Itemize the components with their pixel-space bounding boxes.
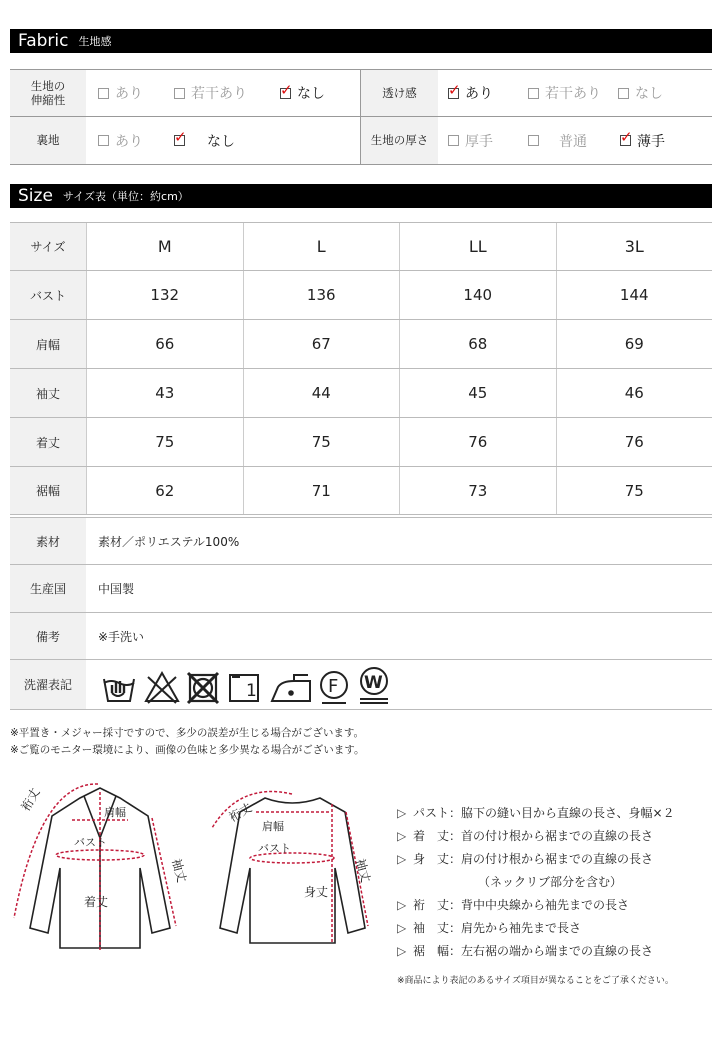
right-bust-label: バスト bbox=[258, 842, 291, 855]
option-label: なし bbox=[297, 86, 325, 102]
table-cell: 69 bbox=[556, 320, 713, 368]
thickness-option-usude[interactable] bbox=[620, 117, 665, 164]
dry-clean-letter: F bbox=[328, 675, 339, 697]
legend-bust bbox=[397, 804, 675, 821]
size-subtitle: サイズ表（単位：約cm） bbox=[62, 190, 189, 203]
table-cell: 46 bbox=[556, 369, 713, 417]
lining-label: 裏地 bbox=[10, 117, 86, 164]
right-sodetake-label: 袖丈 bbox=[353, 857, 373, 884]
legend-text: 着 丈：首の付け根から裾までの直線の長さ bbox=[413, 829, 654, 843]
triangle-right-icon: ▷ bbox=[397, 806, 407, 820]
row-label: 袖丈 bbox=[10, 369, 86, 417]
fabric-subtitle: 生地感 bbox=[78, 35, 112, 48]
left-sodetake-label: 袖丈 bbox=[169, 857, 189, 884]
fabric-title: Fabric bbox=[18, 31, 69, 51]
legend-mitake bbox=[397, 850, 653, 867]
table-cell: 43 bbox=[86, 369, 243, 417]
table-cell: 140 bbox=[399, 271, 556, 319]
stretch-option-jakkan[interactable] bbox=[174, 70, 247, 116]
sheer-option-ari[interactable] bbox=[448, 70, 493, 116]
right-mitake-label: 身丈 bbox=[304, 885, 329, 899]
sheer-label: 透け感 bbox=[360, 70, 438, 116]
drip-dry-number: 1 bbox=[246, 680, 257, 701]
lining-option-nashi[interactable] bbox=[174, 117, 235, 164]
checkbox-checked-icon bbox=[280, 80, 293, 99]
origin-label: 生産国 bbox=[10, 565, 86, 612]
check-mark-icon: ✓ bbox=[448, 80, 461, 99]
table-cell: 66 bbox=[86, 320, 243, 368]
garment-diagrams bbox=[0, 768, 395, 968]
triangle-right-icon: ▷ bbox=[397, 921, 407, 935]
stretch-label-line2: 伸縮性 bbox=[30, 93, 66, 107]
legend-susohaba bbox=[397, 942, 653, 959]
thickness-option-futsu[interactable] bbox=[528, 117, 587, 164]
jacket-measure-lines bbox=[14, 784, 176, 952]
size-header-cell: L bbox=[243, 223, 400, 270]
option-label: なし bbox=[635, 86, 663, 102]
option-label: 普通 bbox=[559, 133, 587, 150]
triangle-right-icon: ▷ bbox=[397, 829, 407, 843]
hand-wash-icon bbox=[104, 679, 134, 701]
material-row bbox=[10, 517, 712, 565]
table-row bbox=[10, 271, 712, 320]
triangle-right-icon: ▷ bbox=[397, 852, 407, 866]
option-label: あり bbox=[115, 133, 143, 150]
origin-row bbox=[10, 565, 712, 613]
table-cell: 62 bbox=[86, 467, 243, 514]
table-row bbox=[10, 418, 712, 467]
checkbox-checked-icon bbox=[174, 128, 187, 146]
material-label: 素材 bbox=[10, 518, 86, 564]
checkbox-icon bbox=[618, 88, 629, 99]
checkbox-icon bbox=[174, 88, 185, 99]
table-cell: 132 bbox=[86, 271, 243, 319]
checkbox-checked-icon bbox=[620, 128, 633, 146]
option-label: あり bbox=[115, 86, 143, 102]
care-row bbox=[10, 660, 712, 710]
fabric-row-2 bbox=[10, 117, 712, 164]
legend-yuki bbox=[397, 896, 629, 913]
table-cell: 75 bbox=[86, 418, 243, 466]
fabric-table bbox=[10, 69, 712, 165]
option-label: 薄手 bbox=[637, 133, 665, 150]
care-symbols bbox=[100, 663, 400, 707]
option-label: 厚手 bbox=[465, 133, 493, 150]
left-kitake-label: 着丈 bbox=[84, 895, 109, 909]
wet-clean-letter: W bbox=[364, 672, 383, 693]
legend-text: 裄 丈：背中中央線から袖先までの長さ bbox=[413, 898, 630, 912]
no-tumble-dry-icon bbox=[188, 673, 218, 703]
checkbox-checked-icon bbox=[448, 80, 461, 99]
legend-kitake bbox=[397, 827, 653, 844]
stretch-label-line1: 生地の bbox=[30, 78, 66, 93]
table-cell: 45 bbox=[399, 369, 556, 417]
fabric-row-1 bbox=[10, 70, 712, 117]
table-row bbox=[10, 467, 712, 515]
table-cell: 75 bbox=[243, 418, 400, 466]
note-line-2: ※ご覧のモニター環境により、画像の色味と多少異なる場合がございます。 bbox=[10, 744, 365, 756]
wet-clean-w-icon bbox=[360, 668, 388, 703]
sheer-option-nashi[interactable] bbox=[618, 70, 663, 116]
check-mark-icon: ✓ bbox=[620, 128, 633, 146]
stretch-option-ari[interactable] bbox=[98, 70, 143, 116]
sheer-option-jakkan[interactable] bbox=[528, 70, 601, 116]
care-icons bbox=[86, 660, 400, 709]
checkbox-icon bbox=[528, 88, 539, 99]
legend-note: ※商品により表記のあるサイズ項目が異なることをご了承ください。 bbox=[397, 976, 674, 986]
size-header-cell: LL bbox=[399, 223, 556, 270]
size-header-cell: サイズ bbox=[10, 223, 86, 270]
row-label: 裾幅 bbox=[10, 467, 86, 514]
table-cell: 75 bbox=[556, 467, 713, 514]
table-row bbox=[10, 320, 712, 369]
checkbox-icon bbox=[528, 135, 539, 146]
low-iron-icon bbox=[272, 675, 310, 701]
right-yuki-label: 裄丈 bbox=[226, 800, 255, 825]
legend-text: 裾 幅：左右裾の端から端までの直線の長さ bbox=[413, 944, 654, 958]
legend-text: 袖 丈：肩先から袖先まで長さ bbox=[413, 921, 582, 935]
size-title: Size bbox=[18, 186, 53, 206]
lining-option-ari[interactable] bbox=[98, 117, 143, 164]
legend-sodetake bbox=[397, 919, 581, 936]
stretch-option-nashi[interactable] bbox=[280, 70, 325, 116]
table-cell: 76 bbox=[556, 418, 713, 466]
size-header-row bbox=[10, 223, 712, 271]
fabric-header-bar bbox=[10, 29, 712, 53]
legend-mitake-note: （ネックリブ部分を含む） bbox=[478, 875, 623, 889]
option-label: 若干あり bbox=[191, 86, 247, 102]
size-header-bar bbox=[10, 184, 712, 208]
table-cell: 67 bbox=[243, 320, 400, 368]
triangle-right-icon: ▷ bbox=[397, 898, 407, 912]
size-table bbox=[10, 222, 712, 500]
table-cell: 73 bbox=[399, 467, 556, 514]
table-cell: 71 bbox=[243, 467, 400, 514]
check-mark-icon: ✓ bbox=[174, 128, 187, 146]
no-bleach-icon bbox=[146, 673, 178, 703]
row-label: 着丈 bbox=[10, 418, 86, 466]
checkbox-icon bbox=[448, 135, 459, 146]
legend-text: パスト：脇下の縫い目から直線の長さ、身幅×２ bbox=[413, 806, 675, 820]
table-cell: 68 bbox=[399, 320, 556, 368]
remarks-row bbox=[10, 613, 712, 660]
option-label: 若干あり bbox=[545, 86, 601, 102]
care-label: 洗濯表記 bbox=[10, 660, 86, 709]
option-label: なし bbox=[207, 133, 235, 150]
material-value: 素材／ポリエステル100% bbox=[98, 534, 240, 549]
table-cell: 144 bbox=[556, 271, 713, 319]
option-label: あり bbox=[465, 86, 493, 102]
thickness-label: 生地の厚さ bbox=[360, 117, 438, 164]
check-mark-icon: ✓ bbox=[280, 80, 293, 99]
checkbox-icon bbox=[98, 88, 109, 99]
remarks-value: ※手洗い bbox=[98, 629, 145, 644]
remarks-label: 備考 bbox=[10, 613, 86, 659]
size-header-cell: 3L bbox=[556, 223, 713, 270]
dry-clean-f-icon bbox=[321, 672, 347, 703]
checkbox-icon bbox=[98, 135, 109, 146]
left-yuki-label: 裄丈 bbox=[18, 785, 43, 814]
row-label: 肩幅 bbox=[10, 320, 86, 368]
stretch-label bbox=[10, 70, 86, 116]
origin-value: 中国製 bbox=[98, 582, 135, 596]
table-cell: 136 bbox=[243, 271, 400, 319]
size-header-cell: M bbox=[86, 223, 243, 270]
table-cell: 44 bbox=[243, 369, 400, 417]
thickness-option-atsude[interactable] bbox=[448, 117, 493, 164]
right-katahaba-label: 肩幅 bbox=[262, 820, 284, 833]
drip-dry-icon bbox=[230, 675, 258, 701]
note-line-1: ※平置き・メジャー採寸ですので、多少の誤差が生じる場合がございます。 bbox=[10, 727, 365, 739]
legend-text: 身 丈：肩の付け根から裾までの直線の長さ bbox=[413, 852, 654, 866]
triangle-right-icon: ▷ bbox=[397, 944, 407, 958]
row-label: バスト bbox=[10, 271, 86, 319]
left-katahaba-label: 肩幅 bbox=[104, 806, 126, 819]
left-bust-label: バスト bbox=[74, 836, 107, 849]
table-cell: 76 bbox=[399, 418, 556, 466]
table-row bbox=[10, 369, 712, 418]
